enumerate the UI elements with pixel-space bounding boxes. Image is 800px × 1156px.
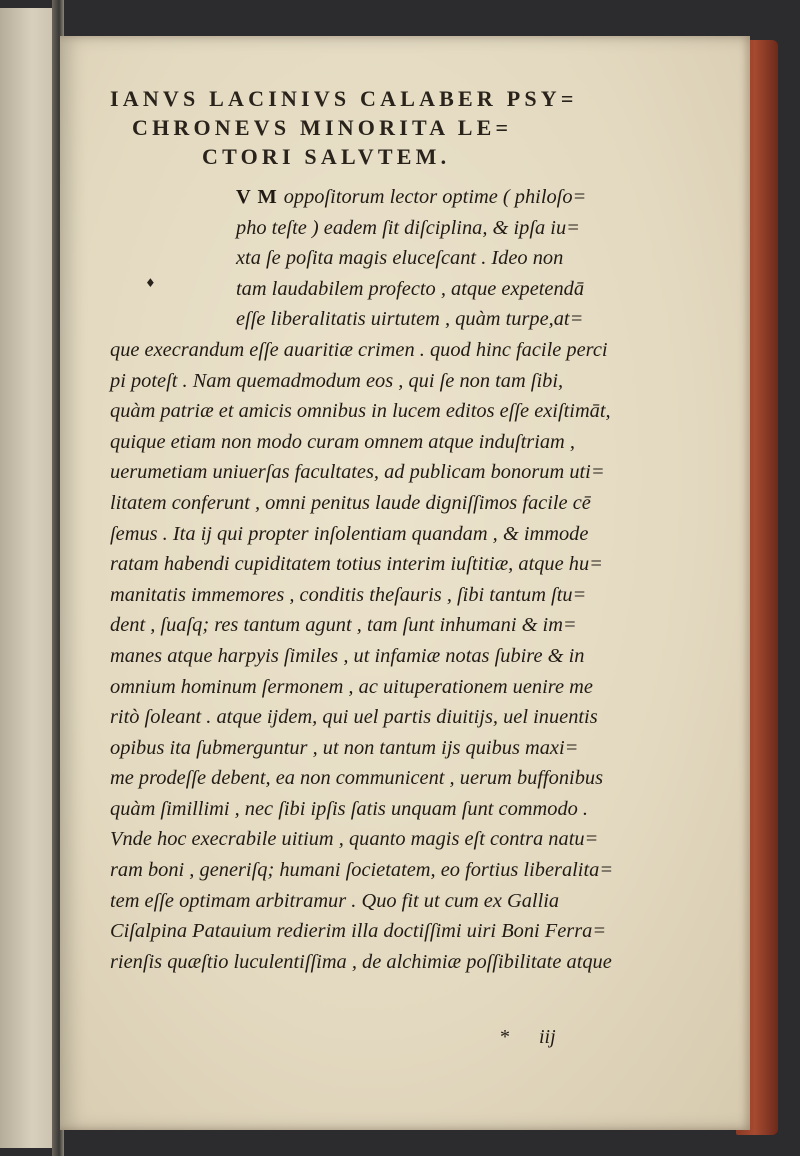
body-line: ſemus . Ita ij qui propter inſolentiam quandam , & immode: [110, 522, 589, 545]
body-line: que execrandum eſſe auaritiæ crimen . quod hinc facile perci: [110, 338, 608, 361]
body-line: opibus ita ſubmerguntur , ut non tantum ijs quibus maxi=: [110, 736, 579, 759]
ornament-icon: ♦: [145, 276, 156, 290]
body-line: [110, 182, 670, 213]
body-line: quique etiam non modo curam omnem atque induſtriam ,: [110, 430, 575, 453]
footer-mark: *: [500, 1026, 510, 1048]
body-line: me prodeſſe debent, ea non communicent , uerum buffonibus: [110, 767, 604, 790]
initial-letters: V M: [236, 186, 278, 208]
body-line: omnium hominum ſermonem , ac uituperationem uenire me: [110, 675, 593, 698]
page-heading: [110, 84, 630, 171]
body-line: xta ſe poſita magis eluceſcant . Ideo non: [236, 247, 564, 270]
body-line: Vnde hoc execrabile uitium , quanto magis eſt contra natu=: [110, 828, 599, 851]
body-line: ritò ſoleant . atque ijdem, qui uel partis diuitijs, uel inuentis: [110, 706, 598, 729]
body-line: Ciſalpina Patauium redierim illa doctiſſimi uiri Boni Ferra=: [110, 920, 607, 943]
body-line: tam laudabilem profecto , atque expetendā: [236, 277, 585, 300]
body-line: uerumetiam uniuerſas facultates, ad publicam bonorum uti=: [110, 461, 605, 484]
body-line: pi poteſt . Nam quemadmodum eos , qui ſe non tam ſibi,: [110, 369, 564, 392]
body-line: quàm patriæ et amicis omnibus in lucem editos eſſe exiſtimāt,: [110, 400, 611, 423]
body-line-text: oppoſitorum lector optime ( philoſo=: [283, 186, 587, 208]
body-line: ram boni , generiſq; humani ſocietatem, eo fortius liberalita=: [110, 859, 614, 882]
signature-mark: iij: [539, 1026, 556, 1048]
book-page: [60, 36, 750, 1130]
body-line: ratam habendi cupiditatem totius interim iuſtitiæ, atque hu=: [110, 553, 603, 576]
previous-page-edge: [0, 8, 58, 1148]
body-text: [110, 182, 670, 977]
body-line: quàm ſimillimi , nec ſibi ipſis ſatis unquam ſunt commodo .: [110, 797, 589, 820]
body-line: pho teſte ) eadem ſit diſciplina, & ipſa iu=: [236, 216, 580, 239]
body-line: manes atque harpyis ſimiles , ut infamiæ notas ſubire & in: [110, 644, 585, 667]
heading-line-2: CHRONEVS MINORITA LE=: [132, 115, 513, 140]
page-footer: [500, 1026, 556, 1049]
heading-line-3: CTORI SALVTEM.: [202, 144, 451, 169]
body-line: rienſis quæſtio luculentiſſima , de alchimiæ poſſibilitate atque: [110, 950, 612, 973]
body-line: dent , ſuaſq; res tantum agunt , tam ſunt inhumani & im=: [110, 614, 577, 637]
heading-line-1: IANVS LACINIVS CALABER PSY=: [110, 86, 578, 111]
body-line: litatem conferunt , omni penitus laude digniſſimos facile cē: [110, 491, 591, 514]
body-line: tem eſſe optimam arbitramur . Quo fit ut cum ex Gallia: [110, 889, 560, 912]
body-line: manitatis immemores , conditis theſauris , ſibi tantum ſtu=: [110, 583, 587, 606]
body-line: eſſe liberalitatis uirtutem , quàm turpe,at=: [236, 308, 584, 331]
